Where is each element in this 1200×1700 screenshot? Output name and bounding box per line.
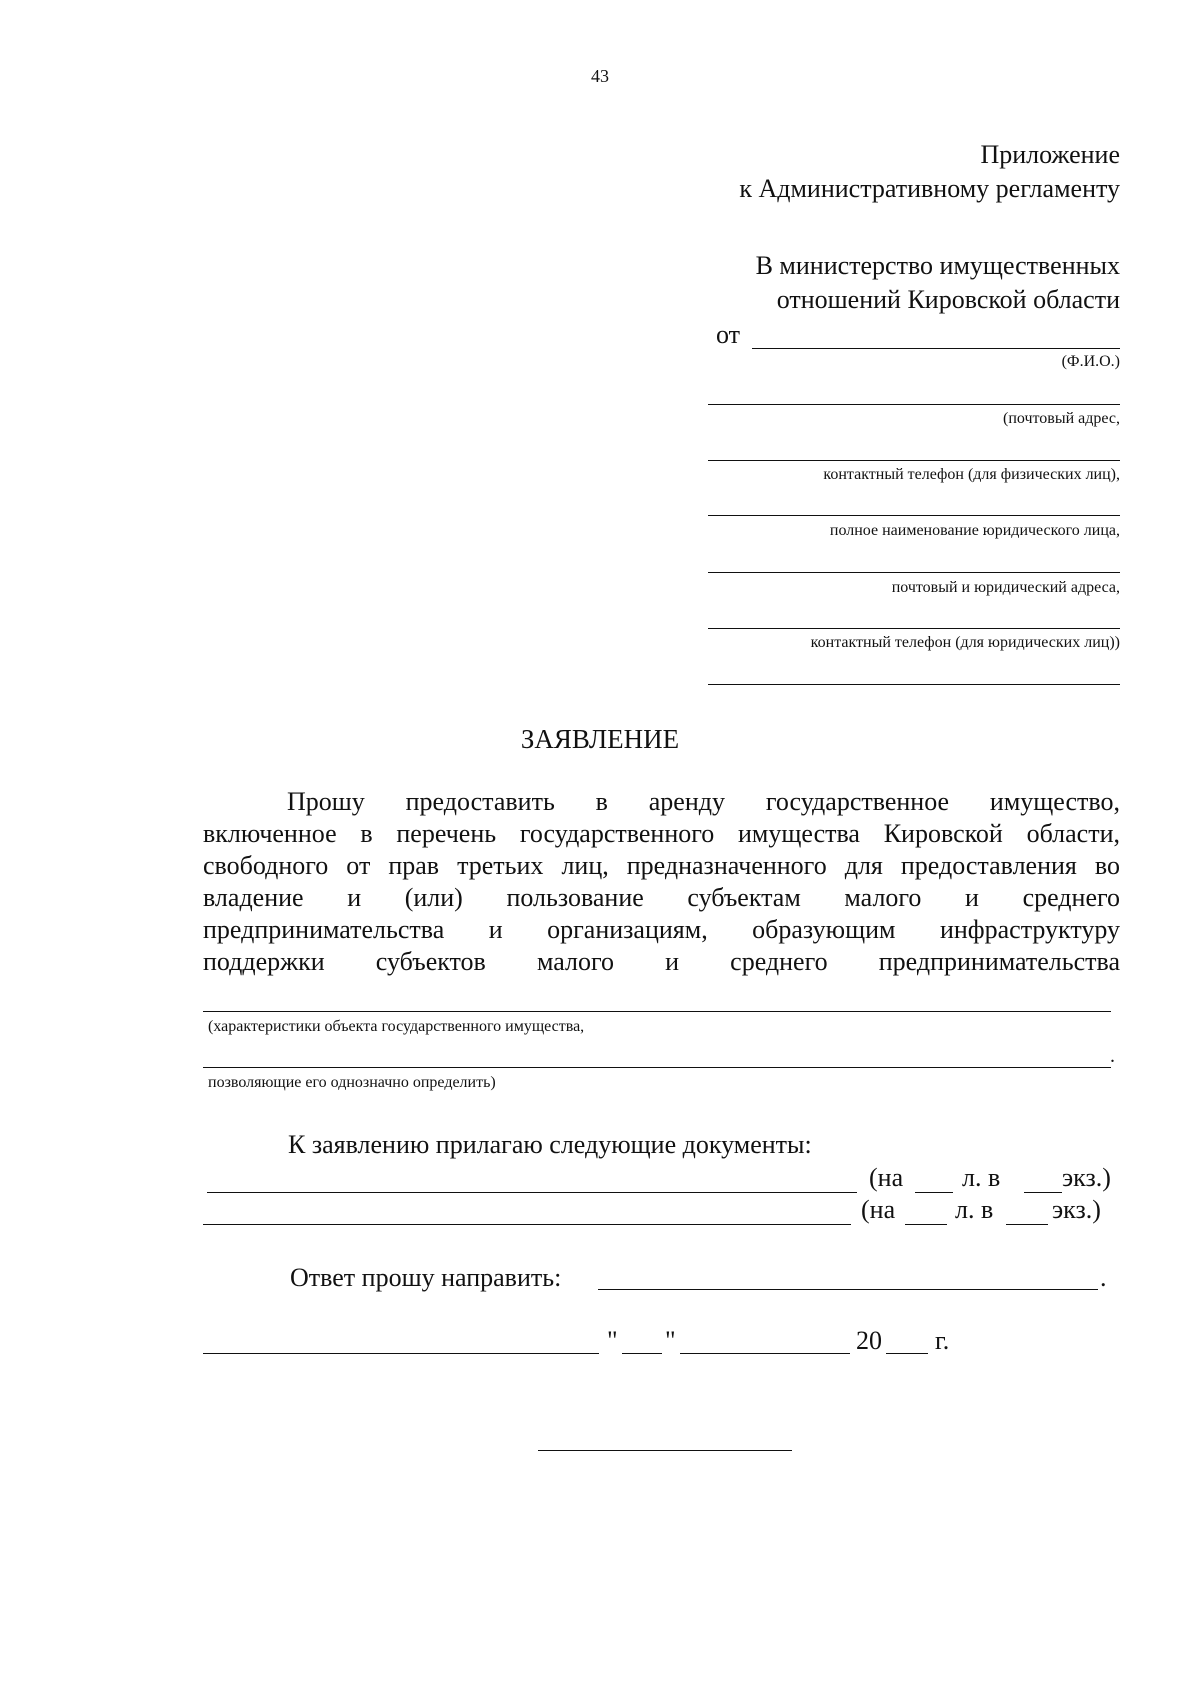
date-year-suffix: г. [935, 1326, 950, 1355]
request-paragraph [203, 786, 1120, 978]
caption-phone-individual: контактный телефон (для физических лиц), [823, 466, 1120, 483]
attachment-1-input-line[interactable] [207, 1192, 857, 1193]
phone-legal-input-line[interactable] [708, 628, 1120, 629]
attachment-1-na: (на [869, 1163, 904, 1192]
reply-label: Ответ прошу направить: [290, 1263, 562, 1292]
from-label: от [716, 320, 741, 349]
extra-input-line[interactable] [708, 684, 1120, 685]
fio-caption: (Ф.И.О.) [1061, 353, 1120, 370]
paragraph-line: поддержки субъектов малого и среднего предпринимательства [203, 947, 1120, 976]
signature-input-line[interactable] [203, 1353, 599, 1354]
attachment-2-pages-input[interactable] [905, 1224, 947, 1225]
legal-name-input-line[interactable] [708, 515, 1120, 516]
page-number: 43 [591, 66, 609, 86]
paragraph-line: свободного от прав третьих лиц, предназначенного для предоставления во [203, 851, 1120, 880]
date-quote-open: " [607, 1326, 618, 1355]
document-heading: ЗАЯВЛЕНИЕ [520, 724, 680, 754]
closing-separator [538, 1450, 792, 1451]
date-year-input[interactable] [886, 1353, 928, 1354]
object-characteristics-line-1[interactable] [203, 1011, 1111, 1012]
date-quote-close: " [665, 1326, 676, 1355]
attachment-1-pages-input[interactable] [915, 1192, 953, 1193]
caption-phone-legal: контактный телефон (для юридических лиц)) [810, 634, 1120, 651]
attachment-1-lv: л. в [962, 1163, 1001, 1192]
postal-address-input-line[interactable] [708, 404, 1120, 405]
attachment-1-copies-input[interactable] [1024, 1192, 1062, 1193]
caption-legal-name: полное наименование юридического лица, [829, 522, 1120, 539]
attachments-label: К заявлению прилагаю следующие документы: [288, 1130, 812, 1159]
attachment-2-na: (на [861, 1195, 896, 1224]
fio-input-line[interactable] [752, 348, 1120, 349]
caption-legal-address: почтовый и юридический адреса, [891, 579, 1120, 596]
paragraph-line: включенное в перечень государственного имущества Кировской области, [203, 819, 1120, 848]
paragraph-line: предпринимательства и организациям, образующим инфраструктуру [203, 915, 1120, 944]
date-year-prefix: 20 [856, 1326, 882, 1355]
paragraph-line: владение и (или) пользование субъектам малого и среднего [203, 883, 1120, 912]
paragraph-line: Прошу предоставить в аренду государственное имущество, [287, 787, 1120, 816]
date-day-input[interactable] [622, 1353, 662, 1354]
attachment-2-input-line[interactable] [203, 1224, 851, 1225]
attachment-2-lv: л. в [955, 1195, 994, 1224]
object-line-period: . [1110, 1045, 1115, 1067]
attachment-1-ekz: экз.) [1062, 1163, 1111, 1192]
reply-address-input-line[interactable] [598, 1289, 1098, 1290]
appendix-subtitle: к Административному регламенту [739, 174, 1120, 203]
object-characteristics-line-2[interactable] [203, 1067, 1111, 1068]
phone-individual-input-line[interactable] [708, 460, 1120, 461]
legal-address-input-line[interactable] [708, 572, 1120, 573]
addressee-line-1: В министерство имущественных [755, 251, 1120, 280]
reply-period: . [1100, 1263, 1107, 1292]
appendix-title: Приложение [980, 140, 1120, 169]
object-caption-2: позволяющие его однозначно определить) [208, 1074, 496, 1091]
caption-postal-address: (почтовый адрес, [1002, 410, 1120, 427]
addressee-line-2: отношений Кировской области [776, 285, 1120, 314]
attachment-2-copies-input[interactable] [1006, 1224, 1048, 1225]
object-caption-1: (характеристики объекта государственного имущества, [208, 1018, 585, 1035]
date-month-input[interactable] [680, 1353, 850, 1354]
attachment-2-ekz: экз.) [1052, 1195, 1101, 1224]
